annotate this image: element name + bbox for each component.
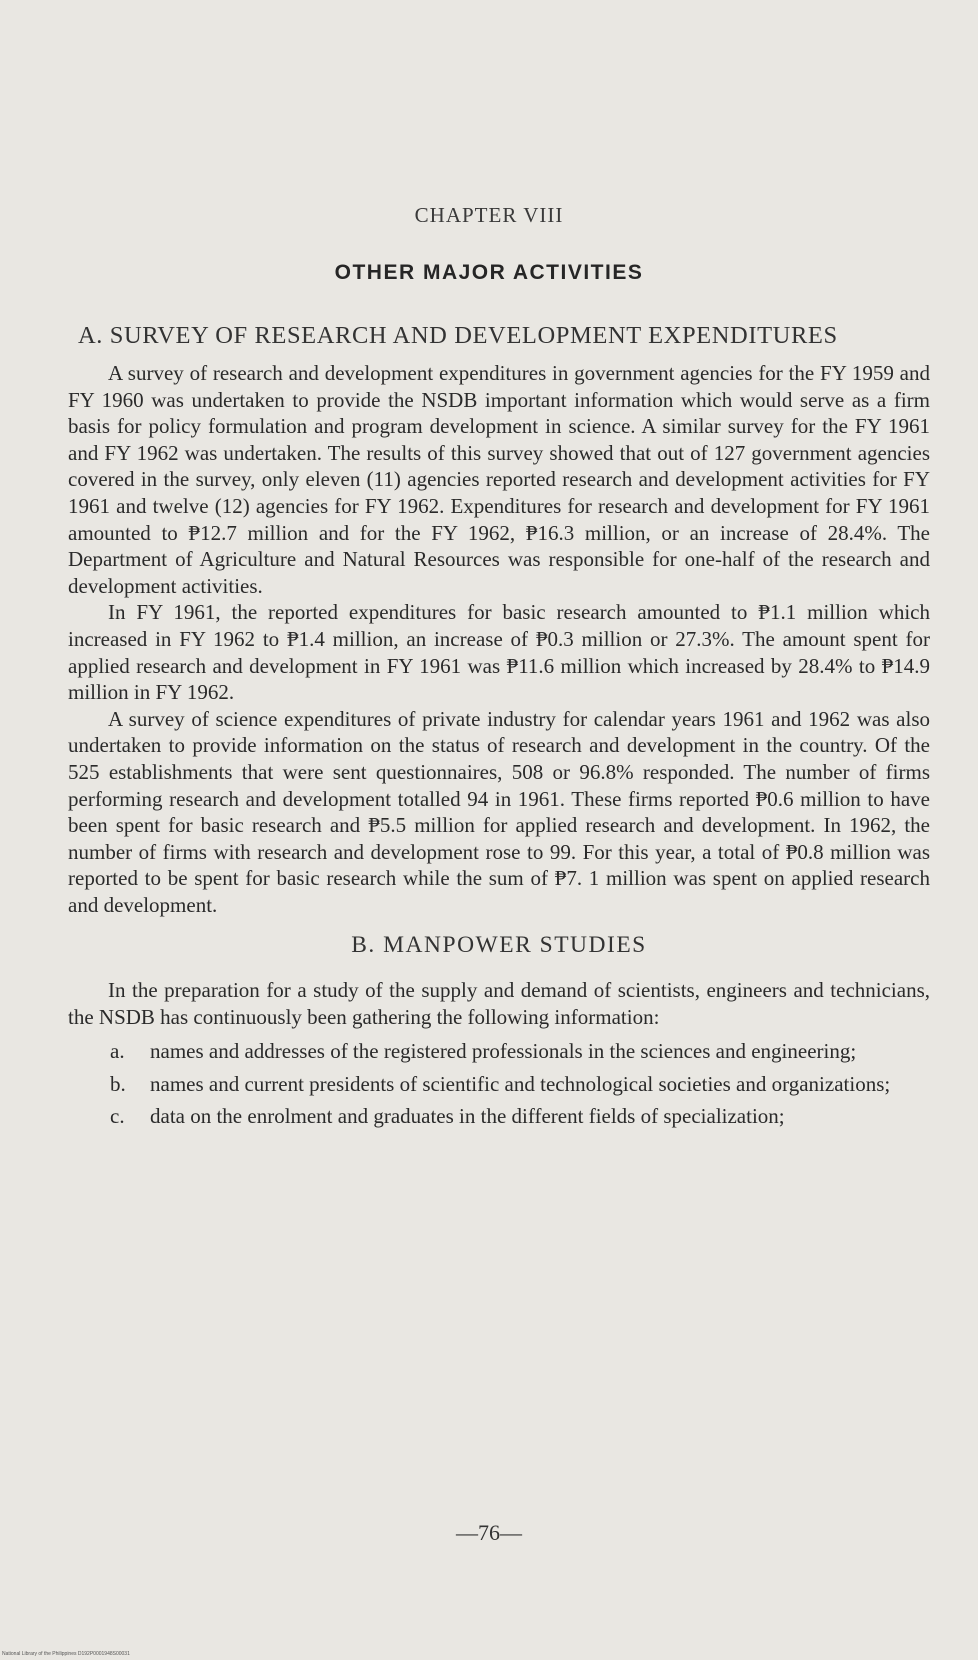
list-item-text: data on the enrolment and graduates in the different fields of specialization; — [150, 1104, 785, 1129]
list-item — [110, 1038, 930, 1065]
section-a-heading: A. SURVEY OF RESEARCH AND DEVELOPMENT EXPENDITURES — [78, 322, 838, 349]
paragraph: In the preparation for a study of the supply and demand of scientists, engineers and technicians, the NSDB has continuously been gathering the following information: — [68, 978, 930, 1029]
paragraph: A survey of research and development expenditures in government agencies for the FY 1959 and FY 1960 was undertaken to provide the NSDB important information which would serve as a firm basis for policy formulation and program development in science. A similar survey for the FY 1961 and FY 1962 was undertaken. The results of this survey showed that out of 127 government agencies covered in the survey, only eleven (11) agencies reported research and development activities for FY 1961 and twelve (12) agencies for FY 1962. Expenditures for research and development for FY 1961 amounted to ₱12.7 million and for the FY 1962, ₱16.3 million, or an increase of 28.4%. The Department of Agriculture and Natural Resources was responsible for one-half of the research and development activities. — [68, 361, 930, 598]
paragraph: In FY 1961, the reported expenditures for basic research amounted to ₱1.1 million which increased in FY 1962 to ₱1.4 million, an increase of ₱0.3 million or 27.3%. The amount spent for applied research and development in FY 1961 was ₱11.6 million which increased by 28.4% to ₱14.9 million in FY 1962. — [68, 600, 930, 705]
list-item — [110, 1071, 930, 1098]
list-item-text: names and addresses of the registered professionals in the sciences and engineering; — [150, 1039, 857, 1064]
page-number: —76— — [456, 1520, 522, 1545]
list-item-text: names and current presidents of scientific and technological societies and organizations; — [150, 1071, 891, 1096]
body-text — [68, 360, 930, 1136]
paragraph: A survey of science expenditures of private industry for calendar years 1961 and 1962 was also undertaken to provide information on the status of research and development in the country. Of the 525 establishments that were sent questionnaires, 508 or 96.8% responded. The number of firms performing research and development totalled 94 in 1961. These firms reported ₱0.6 million to have been spent for basic research and ₱5.5 million for applied research and development. In 1962, the number of firms with research and development rose to 99. For this year, a total of ₱0.8 million was reported to be spent for basic research while the sum of ₱7. 1 million was spent on applied research and development. — [68, 706, 930, 917]
page-title: OTHER MAJOR ACTIVITIES — [334, 261, 644, 284]
information-list — [110, 1038, 930, 1130]
archive-footer: National Library of the Philippines D192P0001948S00031 — [2, 1651, 130, 1657]
chapter-label: CHAPTER VIII — [414, 203, 564, 227]
list-item — [110, 1103, 930, 1130]
list-marker: c. — [110, 1104, 125, 1129]
section-b-heading: B. MANPOWER STUDIES — [351, 932, 647, 959]
list-marker: a. — [110, 1039, 125, 1064]
list-marker: b. — [110, 1071, 126, 1096]
